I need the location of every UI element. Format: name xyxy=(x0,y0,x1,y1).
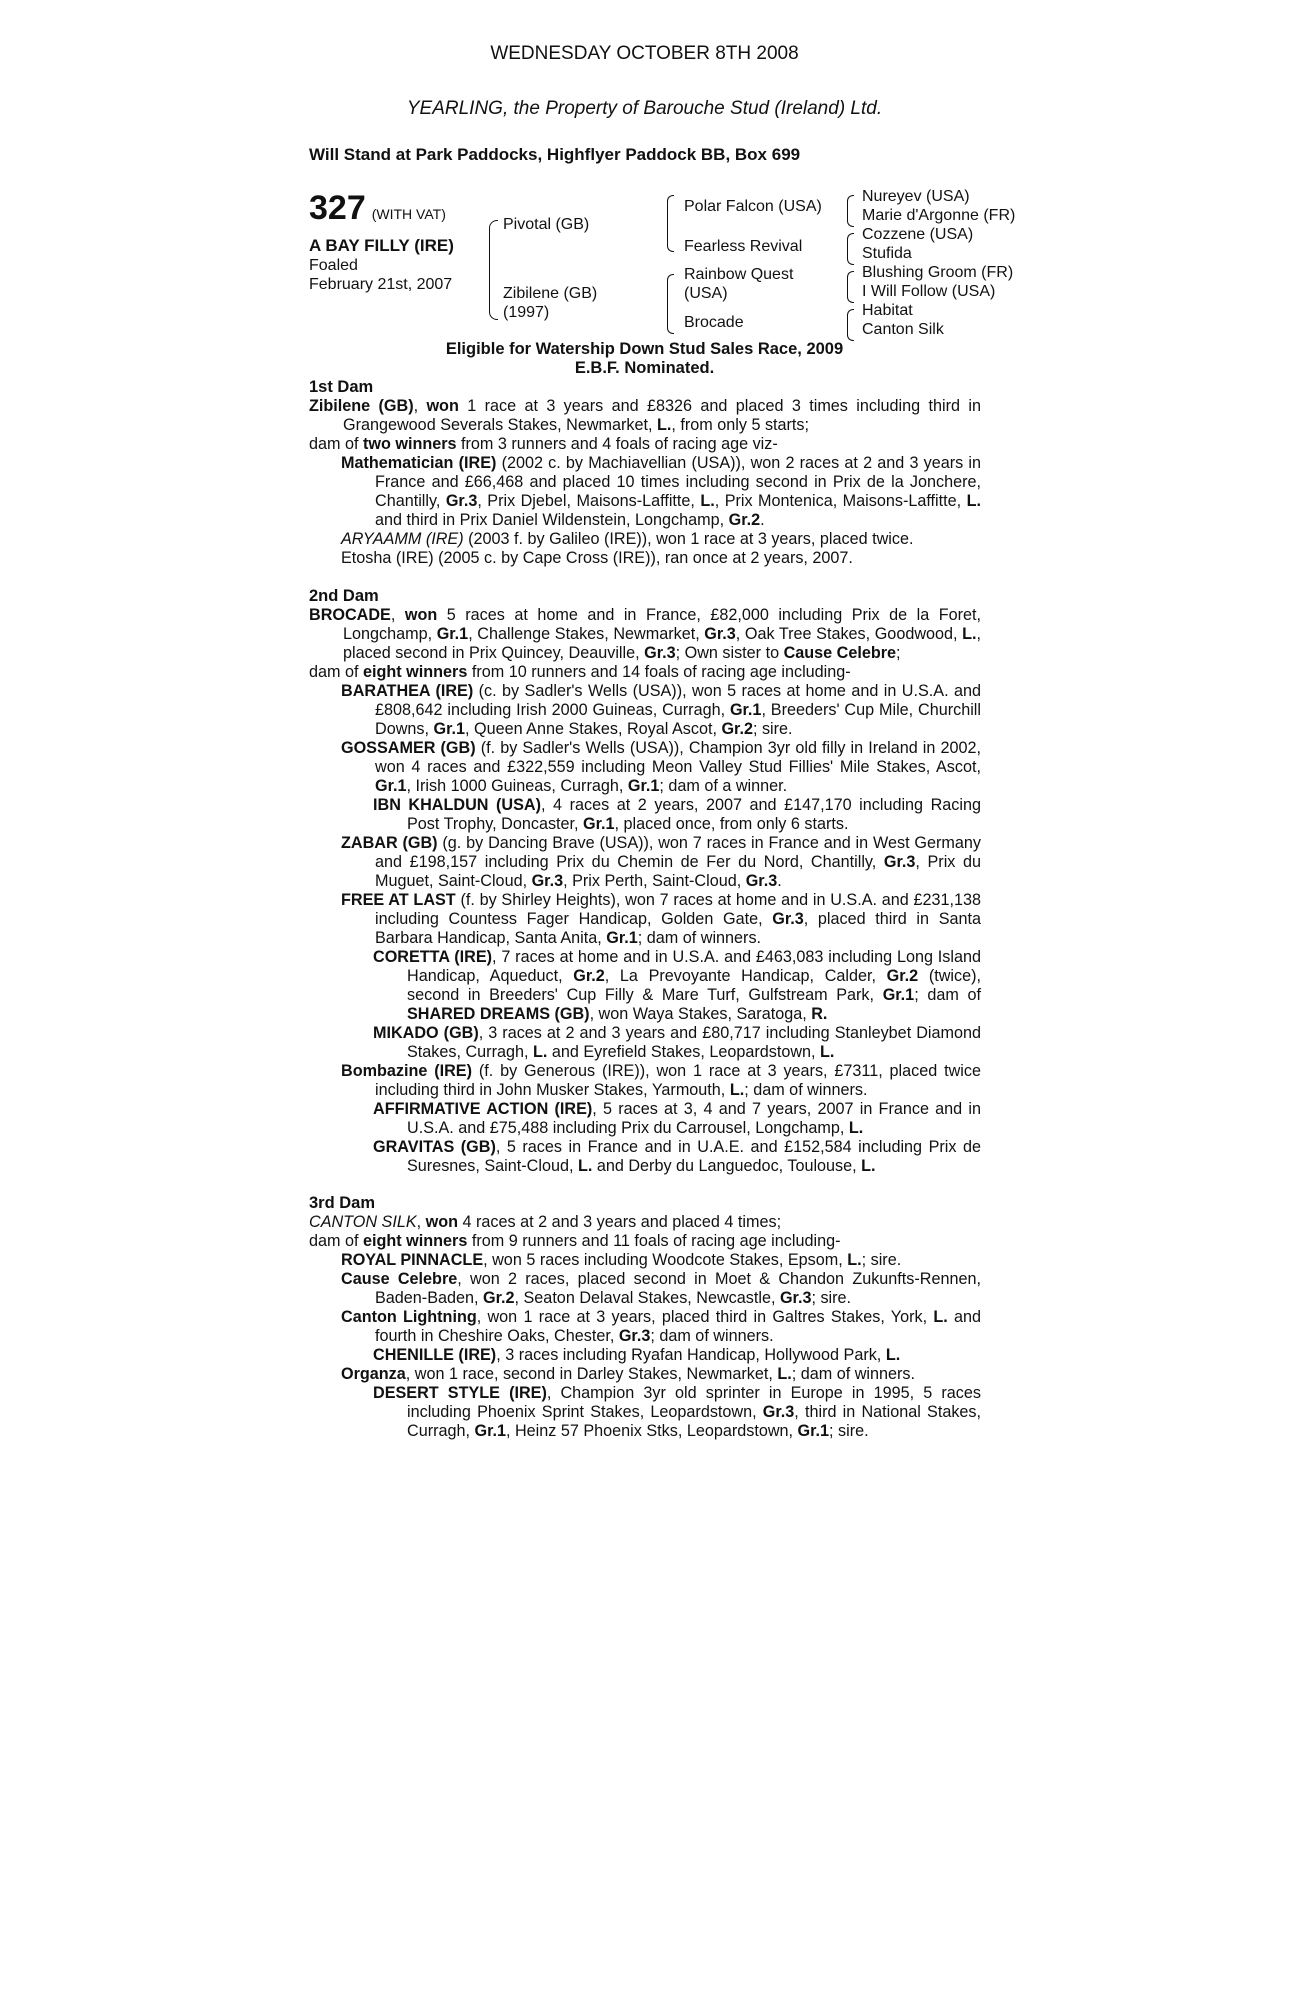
dam-record: BROCADE, won 5 races at home and in France, £82,000 including Prix de la Foret, Longchamp, Gr.1, Challenge Stakes, Newmarket, Gr.3, Oak Tree Stakes, Goodwood, L., placed second in Prix Quincey, Deauville, Gr.3; Own sister to Cause Celebre; xyxy=(309,606,982,662)
grade-label: Gr.3 xyxy=(883,853,916,871)
text: , 7 races at home and in U.S.A. and £463,083 including Long Island Handicap, Aqueduct, xyxy=(407,948,981,985)
produce-entry: Etosha (IRE) (2005 c. by Cape Cross (IRE)), ran once at 2 years, 2007. xyxy=(341,549,853,567)
pedigree-dam: Zibilene (GB) xyxy=(503,285,598,302)
grade-label: L. xyxy=(933,1308,948,1326)
brace xyxy=(847,271,854,303)
grade-label: Gr.1 xyxy=(436,625,469,643)
grade-label: Gr.3 xyxy=(618,1327,651,1345)
produce-entry xyxy=(309,1138,981,1176)
grade-label: L. xyxy=(657,416,672,434)
produce-entry xyxy=(309,1024,981,1062)
lot-number-block xyxy=(309,190,446,226)
text: ; dam of winners. xyxy=(744,1081,868,1099)
produce-entry xyxy=(309,948,981,1024)
grade-label: Gr.3 xyxy=(704,625,736,643)
sales-race-eligibility: Eligible for Watership Down Stud Sales Race, 2009 xyxy=(445,340,844,358)
produce-entry xyxy=(309,682,981,739)
grade-label: Gr.1 xyxy=(797,1422,830,1440)
text: , Seaton Delaval Stakes, Newcastle, xyxy=(514,1289,780,1307)
grade-label: Gr.3 xyxy=(772,910,804,928)
grade-label: Gr.3 xyxy=(762,1403,795,1421)
foaled-label: Foaled xyxy=(309,257,358,274)
section-heading: 2nd Dam xyxy=(309,587,379,605)
produce-entry xyxy=(309,530,981,549)
produce-entry xyxy=(309,1308,981,1346)
brace xyxy=(847,309,854,341)
section-heading: 3rd Dam xyxy=(309,1194,376,1212)
text: , 5 races at 3, 4 and 7 years, 2007 in France and in U.S.A. and £75,488 including Prix du Carrousel, Longchamp, xyxy=(407,1100,982,1137)
grade-label: L. xyxy=(700,492,715,510)
grade-label: Gr.1 xyxy=(882,986,915,1004)
text: (twice), second in Breeders' Cup Filly & Mare Turf, Gulfstream Park, xyxy=(407,967,981,1004)
text: , 3 races including Ryafan Handicap, Hollywood Park, xyxy=(496,1346,886,1364)
horse-name: ARYAAMM (IRE) xyxy=(341,530,464,548)
dam-name: Zibilene (GB) xyxy=(309,397,414,415)
pedigree-dss: Blushing Groom (FR) xyxy=(862,264,1014,281)
vat-note: (WITH VAT) xyxy=(371,206,446,222)
text: dam of xyxy=(309,1232,363,1250)
brace xyxy=(667,195,674,252)
grade-label: Gr.1 xyxy=(474,1422,506,1440)
brace xyxy=(847,233,854,265)
grade-label: L. xyxy=(820,1043,835,1061)
text: dam of xyxy=(309,663,363,681)
winners-count: eight winners xyxy=(363,1232,468,1250)
grade-label: Gr.3 xyxy=(779,1289,812,1307)
dam-record: CANTON SILK, won 4 races at 2 and 3 years and placed 4 times; xyxy=(309,1213,782,1231)
grade-label: Gr.3 xyxy=(445,492,478,510)
winners-count: eight winners xyxy=(363,663,468,681)
horse-name: CORETTA (IRE) xyxy=(373,948,493,966)
grade-label: Gr.2 xyxy=(721,720,753,738)
produce-entry xyxy=(309,1100,981,1138)
text: and Derby du Languedoc, Toulouse, xyxy=(592,1157,862,1175)
horse-name: IBN KHALDUN (USA) xyxy=(373,796,541,814)
pedigree-dam-sire-origin: (USA) xyxy=(684,285,728,302)
pedigree-sire-sire: Polar Falcon (USA) xyxy=(684,198,822,215)
horse-name: AFFIRMATIVE ACTION (IRE) xyxy=(373,1100,593,1118)
brace xyxy=(847,195,854,227)
text: , Challenge Stakes, Newmarket, xyxy=(468,625,705,643)
horse-name: Cause Celebre xyxy=(341,1270,458,1288)
horse-name: BARATHEA (IRE) xyxy=(341,682,474,700)
text: , 4 races at 2 years, 2007 and £147,170 including Racing Post Trophy, Doncaster, xyxy=(407,796,982,833)
text: , won Waya Stakes, Saratoga, xyxy=(589,1005,812,1023)
dam-record: Zibilene (GB), won 1 race at 3 years and £8326 and placed 3 times including third in Grangewood Severals Stakes, Newmarket, L., from only 5 starts; xyxy=(309,397,981,434)
produce-entry xyxy=(309,1384,981,1441)
grade-label: L. xyxy=(729,1081,745,1099)
foaled-date: February 21st, 2007 xyxy=(309,276,453,293)
ebf-nomination: E.B.F. Nominated. xyxy=(574,359,715,377)
brace xyxy=(667,274,674,334)
produce-summary xyxy=(309,1232,981,1251)
grade-label: Gr.3 xyxy=(531,872,564,890)
horse-name: DESERT STYLE (IRE) xyxy=(373,1384,547,1402)
text: , Prix Djebel, Maisons-Laffitte, xyxy=(477,492,701,510)
sale-date: WEDNESDAY OCTOBER 8TH 2008 xyxy=(490,43,799,64)
text: , Prix Perth, Saint-Cloud, xyxy=(563,872,746,890)
produce-entry xyxy=(309,739,981,796)
pedigree-dds: Habitat xyxy=(862,302,913,319)
grade-label: R. xyxy=(811,1005,828,1023)
text: (c. by Sadler's Wells (USA)), won 5 races at home and in U.S.A. and £808,642 including Irish 2000 Guineas, Curragh, xyxy=(375,682,981,719)
lot-number: 327 xyxy=(309,189,366,227)
text: , won 2 races, placed second in Moet & Chandon Zukunfts-Rennen, Baden-Baden, xyxy=(375,1270,981,1307)
text: ; sire. xyxy=(829,1422,869,1440)
dam-name: CANTON SILK xyxy=(309,1213,417,1231)
produce-entry xyxy=(309,891,981,948)
text: . xyxy=(760,511,765,529)
text: , placed once, from only 6 starts. xyxy=(614,815,849,833)
record-text: 1 race at 3 years and £8326 and placed 3 times including third in Grangewood Severals Stakes, Newmarket, xyxy=(343,397,981,434)
text: from 9 runners and 11 foals of racing age including- xyxy=(467,1232,841,1250)
text: 4 races at 2 and 3 years and placed 4 times; xyxy=(458,1213,782,1231)
grade-label: L. xyxy=(885,1346,901,1364)
text: , third in National Stakes, Curragh, xyxy=(407,1403,982,1440)
third-dam-section xyxy=(309,1194,981,1441)
grade-label: L. xyxy=(861,1157,876,1175)
text: , Breeders' Cup Mile, Churchill Downs, xyxy=(375,701,981,738)
pedigree-ddd: Canton Silk xyxy=(862,321,944,338)
text: from 3 runners and 4 foals of racing age viz- xyxy=(456,435,778,453)
grade-label: Gr.3 xyxy=(644,644,676,662)
grade-label: Gr.2 xyxy=(483,1289,515,1307)
produce-entry xyxy=(309,1062,981,1100)
text: from 10 runners and 14 foals of racing age including- xyxy=(467,663,851,681)
dam-name: BROCADE xyxy=(309,606,391,624)
horse-name: Mathematician (IRE) xyxy=(341,454,497,472)
text: . xyxy=(777,872,782,890)
grade-label: Gr.2 xyxy=(573,967,605,985)
stand-location: Will Stand at Park Paddocks, Highflyer Paddock BB, Box 699 xyxy=(309,145,801,164)
grade-label: Gr.1 xyxy=(433,720,465,738)
grade-label: L. xyxy=(847,1251,862,1269)
record-text: , from only 5 starts; xyxy=(671,416,810,434)
text: , Irish 1000 Guineas, Curragh, xyxy=(406,777,628,795)
text: ; xyxy=(896,644,901,662)
pedigree-ssd: Marie d'Argonne (FR) xyxy=(862,207,1016,224)
grade-label: Gr.3 xyxy=(745,872,778,890)
text: and Eyrefield Stakes, Leopardstown, xyxy=(547,1043,821,1061)
grade-label: Gr.1 xyxy=(729,701,762,719)
won-label: won xyxy=(426,397,459,415)
text: (2003 f. by Galileo (IRE)), won 1 race at 3 years, placed twice. xyxy=(463,530,914,548)
text: , Queen Anne Stakes, Royal Ascot, xyxy=(464,720,722,738)
grade-label: L. xyxy=(966,492,981,510)
text: ; dam of xyxy=(914,986,982,1004)
text: ; Own sister to xyxy=(675,644,784,662)
horse-name: ROYAL PINNACLE xyxy=(341,1251,484,1269)
pedigree-sdd: Stufida xyxy=(862,245,912,262)
grade-label: Gr.2 xyxy=(728,511,761,529)
produce-entry xyxy=(309,454,981,530)
text: , Prix du Muguet, Saint-Cloud, xyxy=(375,853,981,890)
won-label: won xyxy=(404,606,438,624)
grade-label: Gr.2 xyxy=(886,967,919,985)
text: ; sire. xyxy=(811,1289,852,1307)
lot-title: A BAY FILLY (IRE) xyxy=(309,236,454,255)
text: 5 races at home and in France, £82,000 including Prix de la Foret, Longchamp, xyxy=(343,606,982,643)
horse-name: SHARED DREAMS (GB) xyxy=(407,1005,590,1023)
text: , Prix Montenica, Maisons-Laffitte, xyxy=(714,492,967,510)
text: , won 1 race at 3 years, placed third in Galtres Stakes, York, xyxy=(476,1308,934,1326)
horse-name: GOSSAMER (GB) xyxy=(341,739,476,757)
text: ; dam of a winner. xyxy=(659,777,788,795)
pedigree-dam-year: (1997) xyxy=(503,304,550,321)
pedigree-sire-dam: Fearless Revival xyxy=(684,238,803,255)
horse-name: Bombazine (IRE) xyxy=(341,1062,472,1080)
won-label: won xyxy=(425,1213,459,1231)
text: dam of xyxy=(309,435,363,453)
produce-entry xyxy=(309,1346,981,1365)
text: ; sire. xyxy=(861,1251,902,1269)
horse-name: Canton Lightning xyxy=(341,1308,477,1326)
text: , won 5 races including Woodcote Stakes, Epsom, xyxy=(483,1251,848,1269)
grade-label: L. xyxy=(577,1157,593,1175)
pedigree-sds: Cozzene (USA) xyxy=(862,226,974,243)
text: (f. by Generous (IRE)), won 1 race at 3 years, £7311, placed twice including third in John Musker Stakes, Yarmouth, xyxy=(375,1062,981,1099)
produce-summary xyxy=(309,663,981,682)
second-dam-section xyxy=(309,587,981,1176)
text: , 5 races in France and in U.A.E. and £152,584 including Prix de Suresnes, Saint-Cloud, xyxy=(407,1138,981,1175)
first-dam-section xyxy=(309,378,981,568)
section-heading: 1st Dam xyxy=(309,378,374,396)
winners-count: two winners xyxy=(363,435,457,453)
text: , placed third in Santa Barbara Handicap, Santa Anita, xyxy=(375,910,981,947)
text: ; sire. xyxy=(752,720,793,738)
text: (2002 c. by Machiavellian (USA)), won 2 races at 2 and 3 years in France and £66,468 and placed 10 times including second in Prix de la Jonchere, Chantilly, xyxy=(375,454,981,510)
pedigree-dam-sire: Rainbow Quest xyxy=(684,266,794,283)
grade-label: Gr.1 xyxy=(627,777,660,795)
grade-label: Gr.1 xyxy=(375,777,407,795)
grade-label: Gr.1 xyxy=(606,929,638,947)
horse-name: CHENILLE (IRE) xyxy=(373,1346,497,1364)
produce-summary xyxy=(309,435,981,454)
text: (g. by Dancing Brave (USA)), won 7 races in France and in West Germany and £198,157 including Prix du Chemin de Fer du Nord, Chantilly, xyxy=(375,834,981,871)
pedigree-dam-dam: Brocade xyxy=(684,314,744,331)
horse-name: MIKADO (GB) xyxy=(373,1024,479,1042)
text: and third in Prix Daniel Wildenstein, Longchamp, xyxy=(375,511,729,529)
brace xyxy=(489,220,498,320)
pedigree-sire: Pivotal (GB) xyxy=(503,216,590,233)
text: ; dam of winners. xyxy=(637,929,762,947)
property-line: YEARLING, the Property of Barouche Stud (Ireland) Ltd. xyxy=(406,98,883,119)
pedigree-dsd: I Will Follow (USA) xyxy=(862,283,996,300)
produce-entry xyxy=(309,834,981,891)
text: (f. by Sadler's Wells (USA)), Champion 3yr old filly in Ireland in 2002, won 4 races and £322,559 including Meon Valley Stud Fillies' Mile Stakes, Ascot, xyxy=(375,739,982,776)
horse-name: GRAVITAS (GB) xyxy=(373,1138,496,1156)
text: ; dam of winners. xyxy=(650,1327,774,1345)
produce-entry xyxy=(309,796,981,834)
horse-name: FREE AT LAST xyxy=(341,891,456,909)
text: , 3 races at 2 and 3 years and £80,717 including Stanleybet Diamond Stakes, Curragh, xyxy=(407,1024,981,1061)
text: ; dam of winners. xyxy=(791,1365,916,1383)
text: , won 1 race, second in Darley Stakes, Newmarket, xyxy=(405,1365,778,1383)
produce-entry xyxy=(309,1365,981,1384)
produce-entry xyxy=(309,1270,981,1308)
grade-label: L. xyxy=(532,1043,548,1061)
grade-label: Gr.1 xyxy=(583,815,615,833)
text: and fourth in Cheshire Oaks, Chester, xyxy=(375,1308,982,1345)
text: , placed second in Prix Quincey, Deauville, xyxy=(343,625,981,662)
text: , Heinz 57 Phoenix Stks, Leopardstown, xyxy=(505,1422,798,1440)
text: , La Prevoyante Handicap, Calder, xyxy=(604,967,887,985)
grade-label: L. xyxy=(777,1365,792,1383)
pedigree-sss: Nureyev (USA) xyxy=(862,188,970,205)
grade-label: L. xyxy=(962,625,977,643)
horse-name: Cause Celebre xyxy=(783,644,897,662)
horse-name: Organza xyxy=(341,1365,406,1383)
horse-name: ZABAR (GB) xyxy=(341,834,438,852)
text: , Oak Tree Stakes, Goodwood, xyxy=(735,625,963,643)
grade-label: L. xyxy=(848,1119,864,1137)
text: (f. by Shirley Heights), won 7 races at home and in U.S.A. and £231,138 including Countess Fager Handicap, Golden Gate, xyxy=(375,891,981,928)
text: , Champion 3yr old sprinter in Europe in 1995, 5 races including Phoenix Sprint Stakes, Leopardstown, xyxy=(407,1384,981,1421)
produce-entry xyxy=(309,1251,981,1270)
